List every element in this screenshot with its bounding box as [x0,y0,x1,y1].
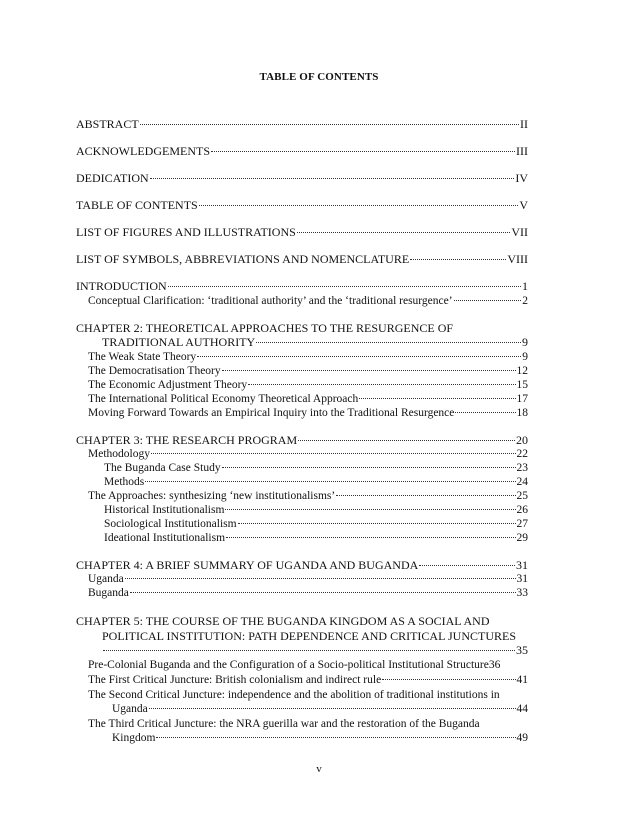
toc-entry-page: 44 [516,703,528,715]
toc-entry-page: 12 [516,365,528,377]
toc-chapter-5-heading-line-1: CHAPTER 5: THE COURSE OF THE BUGANDA KINGDOM AS A SOCIAL AND [76,614,490,628]
toc-third-critical-juncture-line-1: The Third Critical Juncture: the NRA guerilla war and the restoration of the Buganda [88,718,480,730]
toc-entry-approaches[interactable] [88,489,528,503]
toc-entry-text: The Weak State Theory [88,351,197,363]
dot-leader [199,205,519,206]
dot-leader [454,300,522,301]
toc-entry-text: Methods [104,476,145,488]
dot-leader [140,124,519,125]
toc-entry-ipe-approach[interactable] [88,392,528,406]
toc-entry-conceptual-clarification[interactable] [88,294,528,308]
dot-leader [419,565,515,566]
toc-entry-historical-institutionalism[interactable] [104,503,528,517]
toc-chapter-5-heading-line-2: POLITICAL INSTITUTION: PATH DEPENDENCE AND CRITICAL JUNCTURES [102,629,516,643]
toc-entry-text: Methodology [88,448,150,460]
toc-entry-page: 2 [522,295,528,307]
dot-leader [298,440,515,441]
dot-leader [130,592,516,593]
toc-entry-introduction[interactable] [76,279,528,293]
toc-entry-page: 18 [516,407,528,419]
toc-entry-page: III [516,144,528,158]
toc-entry-traditional-authority[interactable] [102,335,528,349]
toc-entry-abstract[interactable] [76,117,528,131]
dot-leader [168,286,521,287]
dot-leader [151,453,516,454]
dot-leader [103,650,515,651]
toc-entry-text: Conceptual Clarification: ‘traditional authority’ and the ‘traditional resurgence’ [88,295,453,307]
toc-entry-page: 41 [516,674,528,686]
toc-entry-sociological-institutionalism[interactable] [104,517,528,531]
toc-entry-ideational-institutionalism[interactable] [104,531,528,545]
dot-leader [297,232,511,233]
toc-entry-list-of-figures[interactable] [76,225,528,239]
dot-leader [222,467,516,468]
toc-entry-text: Uganda [88,573,124,585]
toc-entry-page: 24 [516,476,528,488]
toc-entry-text: The First Critical Juncture: British colonialism and indirect rule [88,674,382,686]
toc-entry-page: 9 [522,351,528,363]
toc-second-critical-juncture-line-1: The Second Critical Juncture: independence and the abolition of traditional institutions in [88,689,500,701]
toc-entry-acknowledgements[interactable] [76,144,528,158]
toc-entry-page: 36 [488,659,501,671]
toc-entry-text: Uganda [112,703,148,715]
dot-leader [150,178,515,179]
page-number: v [316,763,322,775]
toc-entry-text: ABSTRACT [76,117,139,131]
toc-entry-buganda-case-study[interactable] [104,461,528,475]
toc-entry-text: INTRODUCTION [76,279,167,293]
dot-leader [359,398,515,399]
toc-entry-first-critical-juncture[interactable] [88,673,528,687]
toc-entry-page: 33 [516,587,528,599]
toc-entry-page: 20 [516,433,528,447]
toc-entry-pre-colonial-buganda[interactable] [88,658,538,672]
toc-entry-page: 26 [516,504,528,516]
toc-entry-text: The Economic Adjustment Theory [88,379,248,391]
toc-entry-buganda[interactable] [88,586,528,600]
toc-chapter-2-heading: CHAPTER 2: THEORETICAL APPROACHES TO THE RESURGENCE OF [76,321,454,335]
toc-entry-text: Kingdom [112,732,156,744]
toc-entry-text: DEDICATION [76,171,149,185]
dot-leader [197,356,521,357]
toc-entry-text: CHAPTER 4: A BRIEF SUMMARY OF UGANDA AND BUGANDA [76,558,419,572]
dot-leader [225,509,515,510]
toc-entry-text: The Approaches: synthesizing ‘new institutionalisms’ [88,490,336,502]
toc-entry-moving-forward[interactable] [88,406,528,420]
toc-entry-methods[interactable] [104,475,528,489]
dot-leader [211,151,515,152]
toc-entry-page: 17 [516,393,528,405]
toc-entry-page: 35 [516,643,528,657]
toc-entry-chapter-5[interactable] [102,643,528,657]
toc-entry-page: 49 [516,732,528,744]
page-title: TABLE OF CONTENTS [259,71,379,83]
toc-entry-text: TRADITIONAL AUTHORITY [102,335,256,349]
toc-entry-weak-state-theory[interactable] [88,350,528,364]
toc-entry-text: Buganda [88,587,129,599]
toc-entry-text: The Buganda Case Study [104,462,221,474]
dot-leader [410,259,506,260]
toc-entry-text: Sociological Institutionalism [104,518,237,530]
dot-leader [156,737,515,738]
toc-entry-page: 31 [516,573,528,585]
toc-entry-economic-adjustment-theory[interactable] [88,378,528,392]
toc-entry-page: 25 [516,490,528,502]
toc-entry-third-critical-juncture[interactable] [112,731,528,745]
toc-entry-text: The International Political Economy Theoretical Approach [88,393,359,405]
toc-entry-page: 9 [522,335,528,349]
dot-leader [125,578,516,579]
dot-leader [455,412,515,413]
toc-entry-democratisation-theory[interactable] [88,364,528,378]
dot-leader [336,495,515,496]
dot-leader [238,523,516,524]
dot-leader [226,537,515,538]
toc-entry-text: CHAPTER 3: THE RESEARCH PROGRAM [76,433,298,447]
toc-entry-page: 22 [516,448,528,460]
toc-entry-methodology[interactable] [88,447,528,461]
toc-entry-text: Ideational Institutionalism [104,532,226,544]
dot-leader [149,708,516,709]
toc-entry-page: 27 [516,518,528,530]
toc-entry-page: II [520,117,528,131]
toc-entry-page: VII [511,225,528,239]
toc-entry-list-of-symbols[interactable] [76,252,528,266]
dot-leader [248,384,515,385]
toc-entry-page: 31 [516,558,528,572]
toc-entry-page: 15 [516,379,528,391]
toc-entry-uganda[interactable] [88,572,528,586]
toc-entry-dedication[interactable] [76,171,528,185]
toc-entry-chapter-3[interactable] [76,433,528,447]
toc-entry-page: VIII [507,252,528,266]
toc-entry-text: LIST OF SYMBOLS, ABBREVIATIONS AND NOMENCLATURE [76,252,410,266]
toc-entry-page: 1 [522,279,528,293]
toc-entry-text: Historical Institutionalism [104,504,225,516]
toc-entry-chapter-4[interactable] [76,558,528,572]
toc-entry-page: 23 [516,462,528,474]
dot-leader [256,342,521,343]
toc-entry-text: ACKNOWLEDGEMENTS [76,144,210,158]
toc-entry-text: Moving Forward Towards an Empirical Inquiry into the Traditional Resurgence [88,407,455,419]
dot-leader [145,481,515,482]
toc-entry-text: TABLE OF CONTENTS [76,198,198,212]
dot-leader [382,679,515,680]
dot-leader [222,370,516,371]
toc-entry-text: LIST OF FIGURES AND ILLUSTRATIONS [76,225,296,239]
toc-entry-page: 29 [516,532,528,544]
toc-entry-page: IV [515,171,528,185]
toc-entry-text: Pre-Colonial Buganda and the Configuration of a Socio-political Institutional Structure [88,659,489,671]
toc-entry-table-of-contents[interactable] [76,198,528,212]
toc-entry-page: V [519,198,528,212]
toc-entry-text: The Democratisation Theory [88,365,221,377]
toc-entry-second-critical-juncture[interactable] [112,702,528,716]
